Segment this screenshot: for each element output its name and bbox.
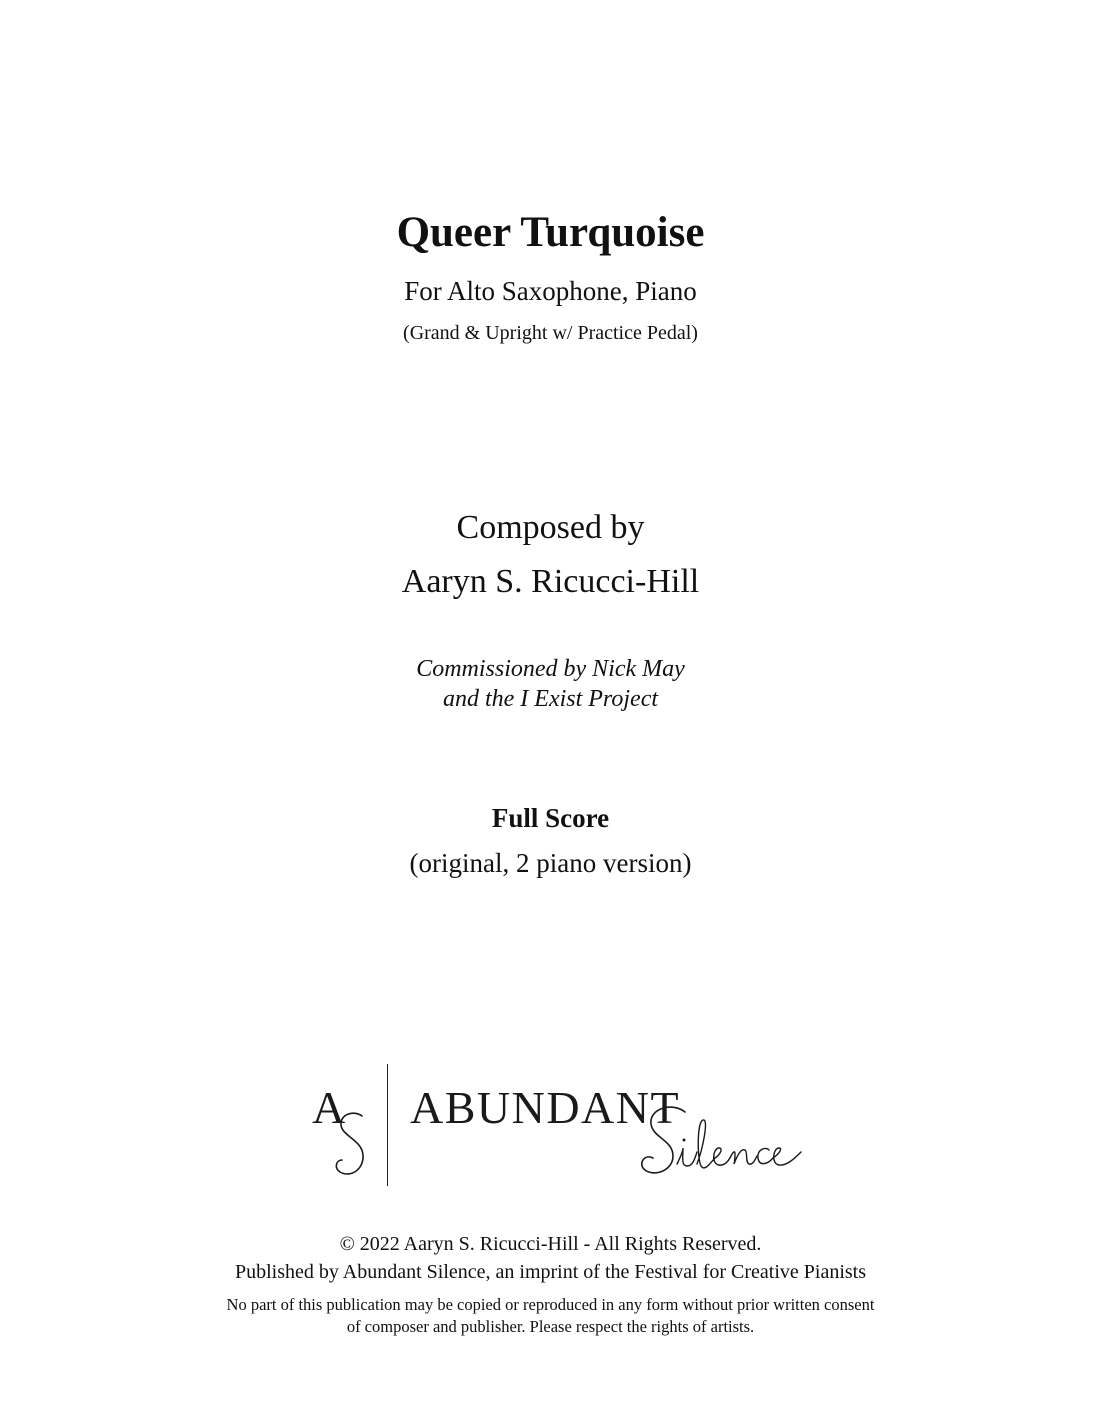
commission-line-2: and the I Exist Project xyxy=(442,686,659,712)
publisher-logo xyxy=(300,1058,810,1193)
publisher-line: Published by Abundant Silence, an imprint of the Festival for Creative Pianists xyxy=(234,1261,867,1283)
rights-notice-line-2: of composer and publisher. Please respect the rights of artists. xyxy=(346,1317,755,1336)
logo-monogram-a: A xyxy=(312,1082,347,1133)
score-type: Full Score xyxy=(491,803,610,833)
score-version: (original, 2 piano version) xyxy=(409,848,692,878)
logo-script-silence-icon xyxy=(637,1098,807,1183)
copyright-notice: © 2022 Aaryn S. Ricucci-Hill - All Rights Reserved. xyxy=(339,1233,762,1255)
composed-by-label: Composed by xyxy=(456,509,645,546)
score-title: Queer Turquoise xyxy=(396,209,705,256)
composer-name: Aaryn S. Ricucci-Hill xyxy=(401,563,700,600)
logo-wordmark: ABUNDANT xyxy=(410,1082,681,1133)
logo-monogram-s-icon xyxy=(332,1110,372,1180)
instrumentation: For Alto Saxophone, Piano xyxy=(404,276,697,306)
instrumentation-note: (Grand & Upright w/ Practice Pedal) xyxy=(403,322,698,344)
logo-divider xyxy=(387,1064,388,1186)
rights-notice-line-1: No part of this publication may be copied or reproduced in any form without prior written consent xyxy=(226,1295,875,1314)
commission-line-1: Commissioned by Nick May xyxy=(416,656,685,682)
